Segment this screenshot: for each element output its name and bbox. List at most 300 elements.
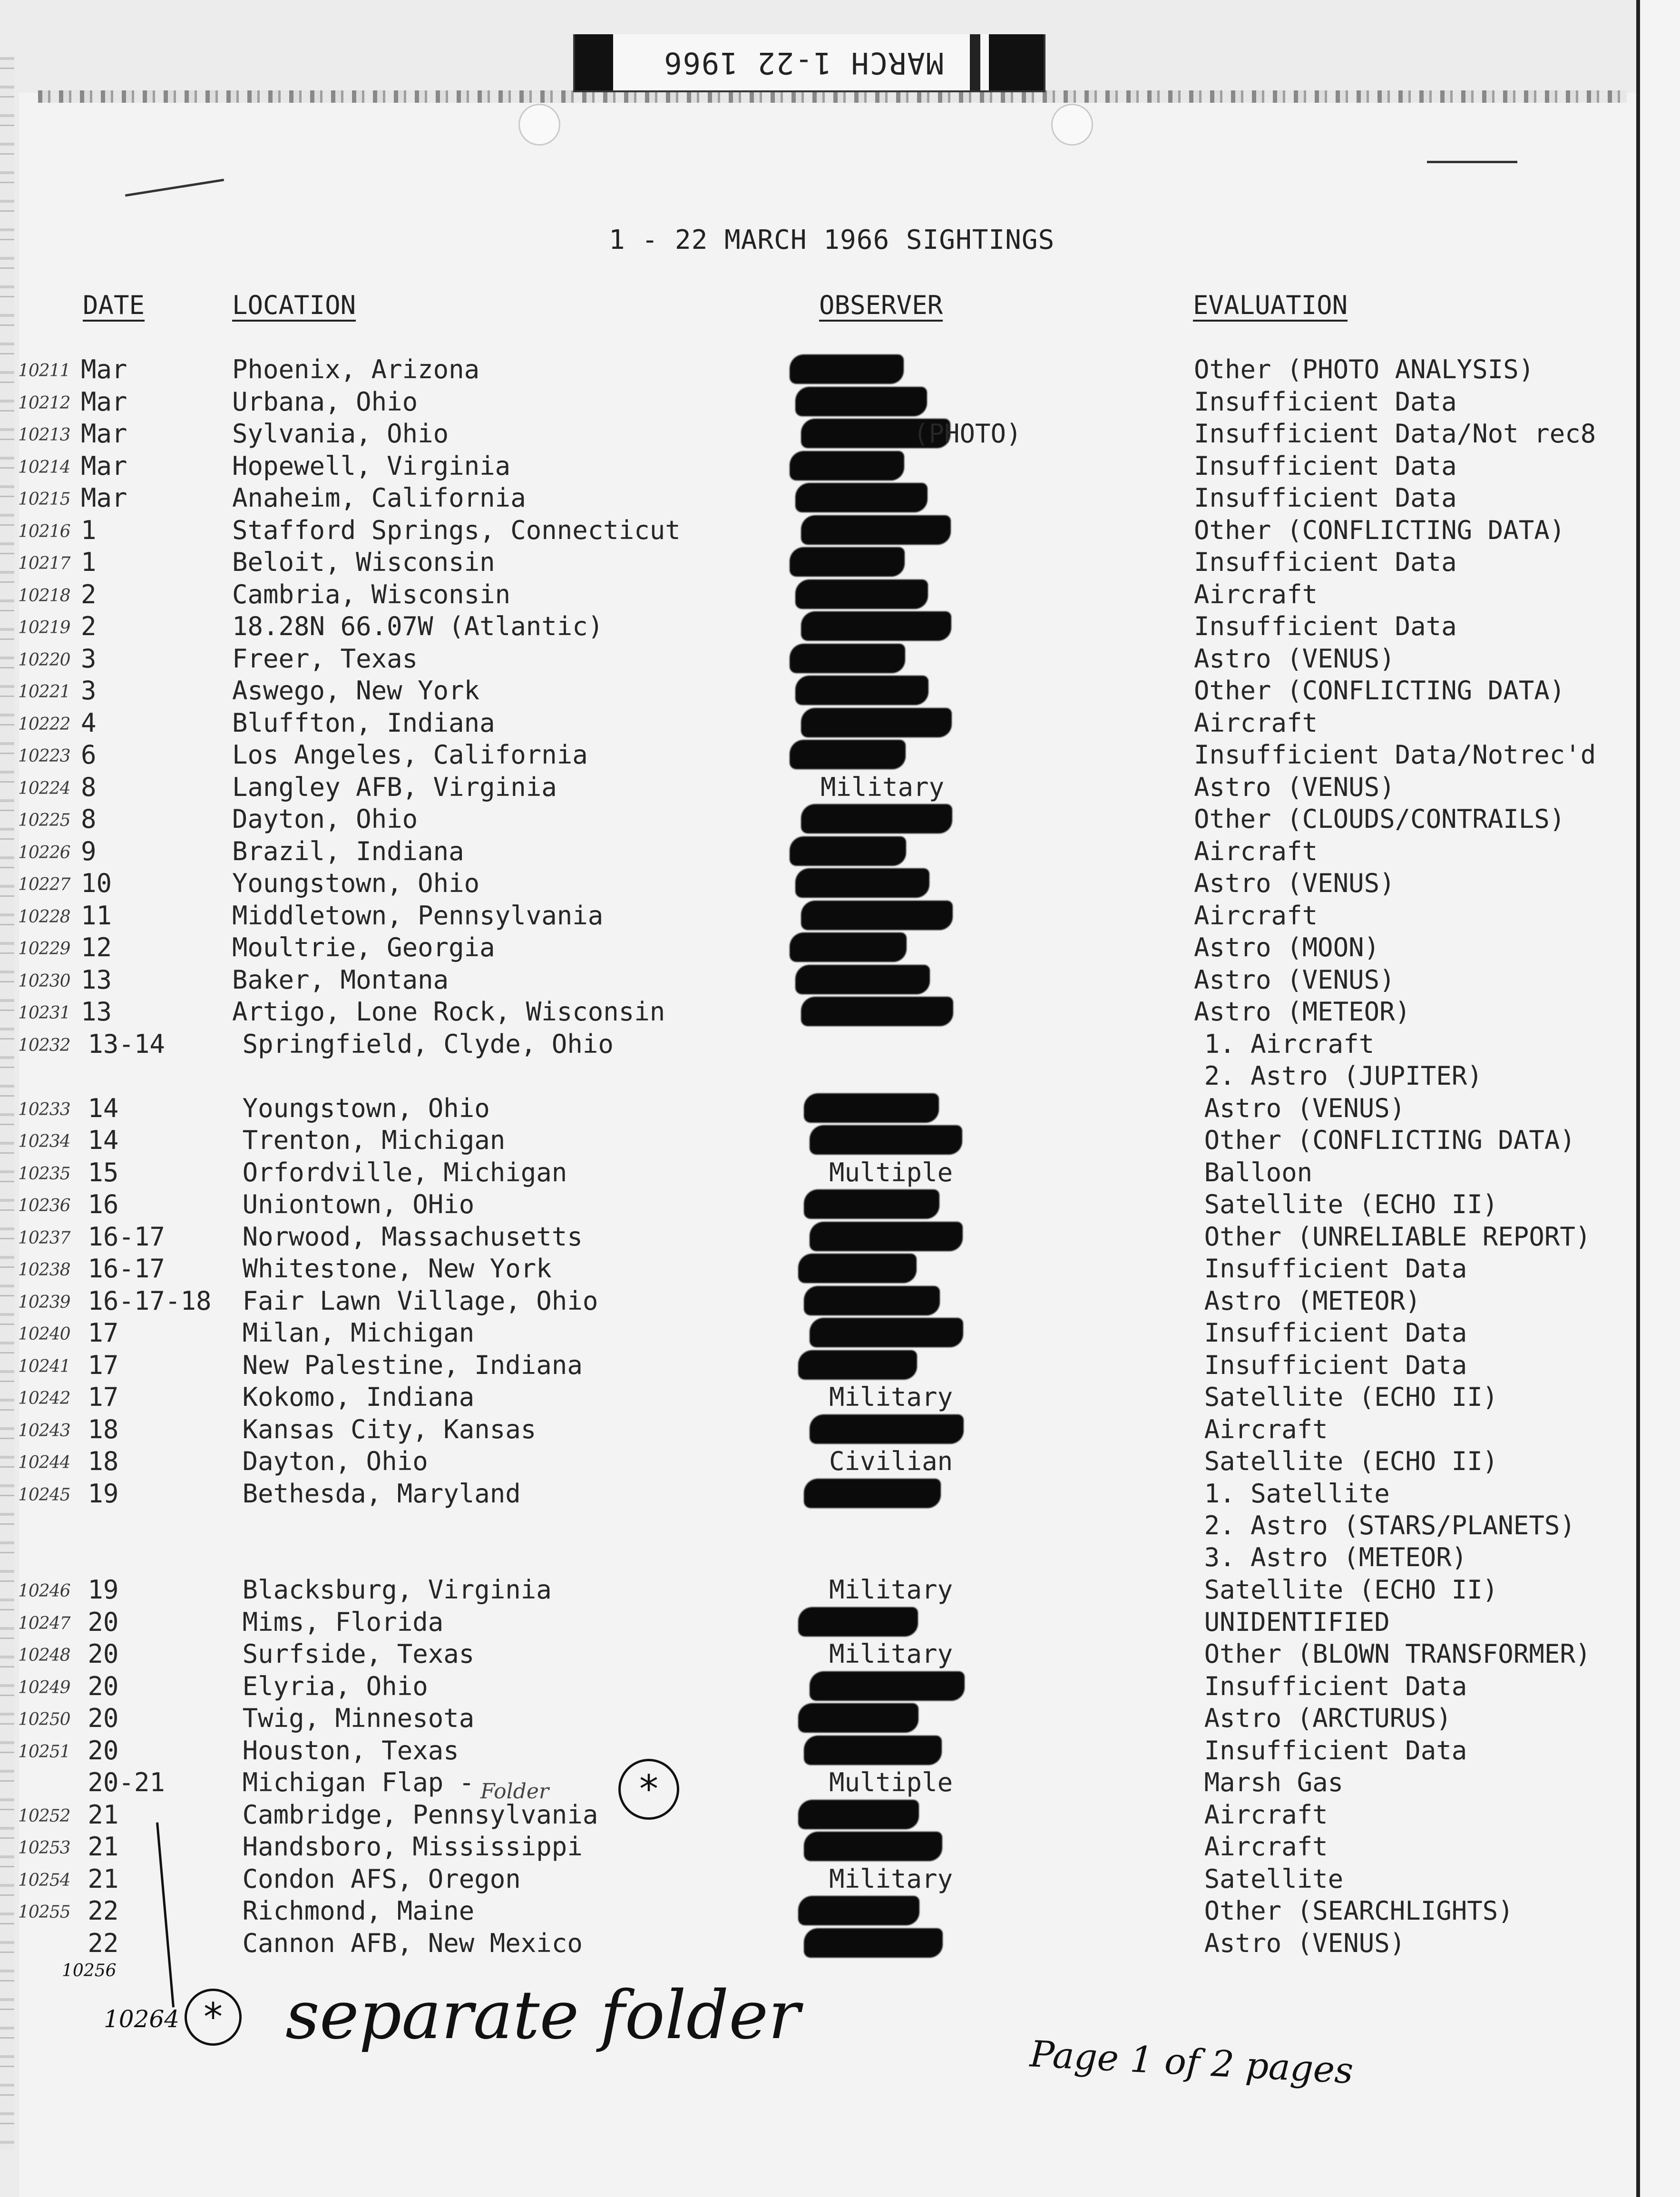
handwritten-row-number: 10256: [62, 1961, 117, 1981]
handwritten-record-number: 10248: [18, 1646, 70, 1665]
handwritten-record-number: 10230: [18, 971, 70, 991]
handwritten-record-number: 10246: [18, 1581, 70, 1601]
column-header-observer: OBSERVER: [819, 290, 943, 320]
evaluation-cell: Insufficient Data: [1194, 386, 1457, 417]
table-row: [0, 932, 1680, 965]
handwritten-record-number: 10215: [18, 490, 70, 509]
handwritten-record-number: 10216: [18, 521, 70, 541]
location-cell: 18.28N 66.07W (Atlantic): [232, 611, 604, 641]
date-cell: 17: [88, 1382, 119, 1412]
location-cell: Youngstown, Ohio: [242, 1093, 490, 1123]
location-cell: Milan, Michigan: [242, 1318, 475, 1348]
handwritten-record-number: 10229: [18, 939, 70, 959]
handwritten-record-number: 10217: [18, 554, 70, 573]
redaction-bar: [795, 676, 928, 705]
handwritten-page-note: Page 1 of 2 pages: [1029, 2032, 1355, 2092]
location-cell: Springfield, Clyde, Ohio: [242, 1029, 614, 1059]
date-cell: 16-17: [88, 1221, 165, 1252]
date-cell: 20-21: [88, 1767, 165, 1797]
location-cell: Urbana, Ohio: [232, 386, 418, 417]
location-cell: Twig, Minnesota: [242, 1703, 475, 1733]
table-row: [0, 1832, 1680, 1864]
table-row: [0, 1671, 1680, 1704]
location-cell: Elyria, Ohio: [242, 1671, 428, 1701]
redaction-bar: [798, 1607, 918, 1637]
table-row: [0, 868, 1680, 901]
table-row: [0, 1254, 1680, 1286]
redaction-bar: [795, 387, 927, 416]
redaction-bar: [804, 1479, 941, 1508]
location-cell: Whitestone, New York: [242, 1254, 552, 1284]
date-cell: 2: [81, 579, 97, 609]
handwritten-record-number: 10223: [18, 746, 70, 766]
evaluation-cell: 1. Aircraft: [1204, 1029, 1375, 1059]
location-cell: Kansas City, Kansas: [242, 1414, 537, 1444]
handwritten-record-number: 10222: [18, 714, 70, 734]
evaluation-cell: Astro (VENUS): [1194, 772, 1395, 802]
location-cell: Richmond, Maine: [242, 1896, 475, 1926]
handwritten-record-number: 10238: [18, 1260, 70, 1280]
table-row: [0, 1703, 1680, 1736]
redaction-bar: [804, 1189, 939, 1219]
observer-cell: Multiple: [829, 1157, 953, 1187]
handwritten-record-number: 10254: [18, 1870, 70, 1890]
evaluation-cell: Satellite: [1204, 1864, 1344, 1894]
date-cell: 14: [88, 1125, 119, 1155]
handwritten-record-number: 10234: [18, 1132, 70, 1151]
location-cell: Artigo, Lone Rock, Wisconsin: [232, 997, 665, 1027]
punch-hole-left: [518, 104, 560, 146]
date-cell: 13: [81, 997, 112, 1027]
date-cell: 21: [88, 1832, 119, 1862]
handwritten-record-number: 10255: [18, 1903, 70, 1922]
table-row: [0, 451, 1680, 483]
redaction-bar: [798, 1254, 917, 1283]
handwritten-record-number: 10220: [18, 650, 70, 670]
date-cell: Mar: [81, 354, 127, 384]
handwritten-record-number: 10219: [18, 618, 70, 638]
table-row: [0, 997, 1680, 1029]
date-cell: 16-17: [88, 1254, 165, 1284]
table-row: [0, 1222, 1680, 1254]
redaction-bar: [801, 708, 952, 737]
redaction-bar: [790, 644, 905, 673]
evaluation-cell: Other (CLOUDS/CONTRAILS): [1194, 804, 1565, 834]
observer-cell: Multiple: [829, 1767, 953, 1797]
date-cell: 20: [88, 1639, 119, 1669]
date-cell: 8: [81, 804, 97, 834]
location-cell: Los Angeles, California: [232, 740, 588, 770]
table-row: [0, 1896, 1680, 1928]
date-cell: 6: [81, 740, 97, 770]
evaluation-cell: UNIDENTIFIED: [1204, 1607, 1390, 1637]
handwritten-record-number: 10249: [18, 1677, 70, 1697]
location-cell: Langley AFB, Virginia: [232, 772, 557, 802]
location-cell: Fair Lawn Village, Ohio: [242, 1285, 598, 1316]
redaction-bar: [801, 515, 951, 545]
redaction-bar: [801, 611, 951, 641]
redaction-bar: [801, 901, 953, 930]
handwritten-record-number: 10250: [18, 1710, 70, 1729]
evaluation-cell-line2: 2. Astro (STARS/PLANETS): [1204, 1510, 1575, 1540]
handwritten-separate-folder: separate folder: [285, 1977, 801, 2054]
handwritten-record-number: 10212: [18, 393, 70, 413]
handwritten-record-number: 10245: [18, 1485, 70, 1505]
date-cell: 1: [81, 515, 97, 545]
table-row: [0, 1414, 1680, 1447]
location-cell: Anaheim, California: [232, 483, 526, 513]
date-cell: 1: [81, 547, 97, 577]
location-cell: Cambridge, Pennsylvania: [242, 1799, 598, 1830]
handwritten-record-number: 10236: [18, 1196, 70, 1216]
evaluation-cell: Aircraft: [1204, 1414, 1328, 1444]
evaluation-cell: Astro (VENUS): [1204, 1093, 1406, 1123]
table-row: [0, 483, 1680, 515]
date-cell: 10: [81, 868, 112, 898]
observer-cell: (PHOTO): [913, 419, 1022, 449]
evaluation-cell: Astro (METEOR): [1204, 1285, 1421, 1316]
redaction-bar: [790, 451, 904, 481]
table-row: [0, 1093, 1680, 1126]
date-cell: 18: [88, 1446, 119, 1476]
location-cell: Orfordville, Michigan: [242, 1157, 567, 1187]
folder-tab: [573, 34, 1045, 92]
redaction-bar: [810, 1222, 963, 1251]
asterisk-circle: *: [185, 1989, 242, 2046]
redaction-bar: [798, 1800, 919, 1829]
evaluation-cell: Insufficient Data/Notrec'd: [1194, 740, 1596, 770]
column-header-evaluation: EVALUATION: [1193, 290, 1348, 320]
evaluation-cell-line2: 2. Astro (JUPITER): [1204, 1060, 1483, 1091]
location-cell: Beloit, Wisconsin: [232, 547, 495, 577]
redaction-bar: [804, 1928, 943, 1958]
asterisk-circle: *: [618, 1759, 679, 1820]
redaction-bar: [804, 1286, 940, 1315]
evaluation-cell: Satellite (ECHO II): [1204, 1189, 1498, 1219]
date-cell: 2: [81, 611, 97, 641]
table-row: [0, 1639, 1680, 1671]
location-cell: Cambria, Wisconsin: [232, 579, 511, 609]
evaluation-cell: Other (CONFLICTING DATA): [1194, 515, 1565, 545]
date-cell: 8: [81, 772, 97, 802]
handwritten-record-number: 10224: [18, 778, 70, 798]
redaction-bar: [798, 1896, 919, 1925]
evaluation-cell: Insufficient Data: [1204, 1254, 1467, 1284]
date-cell: 3: [81, 676, 97, 706]
evaluation-cell: Astro (ARCTURUS): [1204, 1703, 1452, 1733]
evaluation-cell: Satellite (ECHO II): [1204, 1446, 1498, 1476]
observer-cell: Military: [829, 1382, 953, 1412]
redaction-bar: [810, 1671, 965, 1701]
tab-black-stripe: [970, 34, 980, 90]
location-cell: Condon AFS, Oregon: [242, 1864, 521, 1894]
handwritten-file-number: 10264: [104, 2005, 180, 2033]
redaction-bar: [801, 804, 952, 834]
table-row: [0, 611, 1680, 644]
column-header-location: LOCATION: [232, 290, 356, 320]
table-row: [0, 1478, 1680, 1572]
redaction-bar: [810, 1414, 964, 1444]
location-cell: Kokomo, Indiana: [242, 1382, 475, 1412]
table-row: [0, 740, 1680, 772]
date-cell: 21: [88, 1799, 119, 1830]
evaluation-cell: Insufficient Data: [1194, 483, 1457, 513]
date-cell: 22: [88, 1928, 119, 1958]
location-cell: Bethesda, Maryland: [242, 1478, 521, 1509]
location-cell: Handsboro, Mississippi: [242, 1832, 583, 1862]
evaluation-cell: Aircraft: [1204, 1832, 1328, 1862]
date-cell: Mar: [81, 483, 127, 513]
table-row: [0, 419, 1680, 451]
location-cell: Middletown, Pennsylvania: [232, 900, 604, 931]
location-cell: Mims, Florida: [242, 1607, 444, 1637]
evaluation-cell: Other (PHOTO ANALYSIS): [1194, 354, 1534, 384]
handwritten-record-number: 10251: [18, 1742, 70, 1762]
location-cell: Surfside, Texas: [242, 1639, 475, 1669]
handwritten-record-number: 10242: [18, 1389, 70, 1408]
location-cell: Norwood, Massachusetts: [242, 1221, 583, 1252]
tab-black-block: [575, 34, 613, 90]
table-row: [0, 1446, 1680, 1479]
handwritten-folder-note: Folder: [480, 1779, 549, 1804]
handwritten-record-number: 10252: [18, 1806, 70, 1826]
location-cell: Bluffton, Indiana: [232, 707, 495, 738]
location-cell: Blacksburg, Virginia: [242, 1575, 552, 1605]
location-cell: Cannon AFB, New Mexico: [242, 1928, 583, 1958]
table-row: [0, 387, 1680, 419]
redaction-bar: [790, 836, 906, 866]
date-cell: 3: [81, 643, 97, 674]
evaluation-cell: Balloon: [1204, 1157, 1313, 1187]
observer-cell: Civilian: [829, 1446, 953, 1476]
redaction-bar: [804, 1736, 942, 1765]
table-row: [0, 547, 1680, 579]
evaluation-cell: Aircraft: [1194, 900, 1318, 931]
location-cell: Hopewell, Virginia: [232, 451, 511, 481]
location-cell: Dayton, Ohio: [232, 804, 418, 834]
evaluation-cell: Insufficient Data: [1204, 1318, 1467, 1348]
date-cell: 9: [81, 836, 97, 866]
table-row: [0, 965, 1680, 997]
table-row: [0, 1157, 1680, 1190]
location-cell: Stafford Springs, Connecticut: [232, 515, 681, 545]
location-cell: Youngstown, Ohio: [232, 868, 480, 898]
column-header-date: DATE: [83, 290, 145, 320]
evaluation-cell: Insufficient Data: [1194, 611, 1457, 641]
evaluation-cell: Astro (VENUS): [1194, 643, 1395, 674]
location-cell: Michigan Flap -: [242, 1767, 475, 1797]
handwritten-record-number: 10237: [18, 1228, 70, 1248]
location-cell: Sylvania, Ohio: [232, 419, 449, 449]
date-cell: Mar: [81, 386, 127, 417]
handwritten-record-number: 10241: [18, 1356, 70, 1376]
page-title: 1 - 22 MARCH 1966 SIGHTINGS: [609, 225, 1055, 255]
evaluation-cell: Aircraft: [1204, 1799, 1328, 1830]
date-cell: 16: [88, 1189, 119, 1219]
punch-hole-right: [1051, 104, 1093, 146]
observer-cell: Military: [829, 1864, 953, 1894]
redaction-bar: [790, 547, 905, 577]
table-row: [0, 836, 1680, 869]
handwritten-record-number: 10213: [18, 425, 70, 445]
evaluation-cell: Insufficient Data: [1194, 451, 1457, 481]
date-cell: 14: [88, 1093, 119, 1123]
evaluation-cell: Astro (VENUS): [1194, 964, 1395, 995]
table-row: [0, 1350, 1680, 1383]
handwritten-record-number: 10247: [18, 1613, 70, 1633]
handwritten-record-number: 10243: [18, 1421, 70, 1441]
location-cell: Brazil, Indiana: [232, 836, 464, 866]
redaction-bar: [798, 1350, 917, 1380]
evaluation-cell: Satellite (ECHO II): [1204, 1382, 1498, 1412]
date-cell: 20: [88, 1703, 119, 1733]
observer-cell: Military: [829, 1639, 953, 1669]
date-cell: 21: [88, 1864, 119, 1894]
table-row: [0, 644, 1680, 676]
redaction-bar: [795, 483, 928, 512]
redaction-bar: [795, 965, 930, 994]
handwritten-record-number: 10226: [18, 843, 70, 863]
handwritten-record-number: 10214: [18, 457, 70, 477]
table-row: [0, 1125, 1680, 1157]
date-cell: 18: [88, 1414, 119, 1444]
handwritten-record-number: 10235: [18, 1164, 70, 1184]
handwritten-record-number: 10228: [18, 907, 70, 927]
date-cell: 4: [81, 707, 97, 738]
date-cell: 11: [81, 900, 112, 931]
observer-cell: Military: [820, 772, 945, 802]
handwritten-record-number: 10240: [18, 1324, 70, 1344]
redaction-bar: [790, 354, 904, 384]
table-row: [0, 676, 1680, 708]
table-row: [0, 1189, 1680, 1222]
redaction-bar: [795, 579, 928, 609]
location-cell: Freer, Texas: [232, 643, 418, 674]
evaluation-cell-line3: 3. Astro (METEOR): [1204, 1542, 1467, 1572]
handwritten-record-number: 10253: [18, 1838, 70, 1858]
handwritten-record-number: 10231: [18, 1003, 70, 1023]
table-row: [0, 1029, 1680, 1091]
redaction-bar: [810, 1125, 962, 1155]
handwritten-record-number: 10232: [18, 1035, 70, 1055]
handwritten-record-number: 10211: [18, 361, 70, 381]
date-cell: 12: [81, 932, 112, 962]
evaluation-cell: Other (UNRELIABLE REPORT): [1204, 1221, 1591, 1252]
table-row: [0, 1318, 1680, 1350]
table-row: [0, 579, 1680, 612]
evaluation-cell: Aircraft: [1194, 836, 1318, 866]
handwritten-record-number: 10227: [18, 875, 70, 894]
date-cell: 20: [88, 1671, 119, 1701]
evaluation-cell: Astro (VENUS): [1204, 1928, 1406, 1958]
date-cell: 13: [81, 964, 112, 995]
date-cell: 15: [88, 1157, 119, 1187]
table-row: [0, 1736, 1680, 1768]
table-row: [0, 1864, 1680, 1896]
redaction-bar: [790, 932, 907, 962]
location-cell: Dayton, Ohio: [242, 1446, 428, 1476]
tab-black-block: [989, 34, 1044, 90]
redaction-bar: [810, 1318, 963, 1347]
evaluation-cell: Insufficient Data: [1204, 1350, 1467, 1380]
location-cell: Phoenix, Arizona: [232, 354, 480, 384]
evaluation-cell: Insufficient Data: [1194, 547, 1457, 577]
evaluation-cell: Other (BLOWN TRANSFORMER): [1204, 1639, 1591, 1669]
corner-mark-right: [1427, 161, 1517, 163]
table-row: [0, 1607, 1680, 1639]
evaluation-cell: Astro (MOON): [1194, 932, 1380, 962]
location-cell: Trenton, Michigan: [242, 1125, 506, 1155]
handwritten-record-number: 10239: [18, 1292, 70, 1312]
evaluation-cell: 1. Satellite: [1204, 1478, 1390, 1509]
handwritten-record-number: 10225: [18, 811, 70, 830]
date-cell: 17: [88, 1350, 119, 1380]
evaluation-cell: Other (CONFLICTING DATA): [1204, 1125, 1575, 1155]
location-cell: Houston, Texas: [242, 1735, 459, 1765]
handwritten-record-number: 10218: [18, 586, 70, 606]
location-cell: Aswego, New York: [232, 676, 480, 706]
evaluation-cell: Insufficient Data: [1204, 1671, 1467, 1701]
evaluation-cell: Astro (VENUS): [1194, 868, 1395, 898]
date-cell: 22: [88, 1896, 119, 1926]
table-row: [0, 1800, 1680, 1832]
redaction-bar: [790, 740, 906, 769]
date-cell: 13-14: [88, 1029, 165, 1059]
observer-cell: Military: [829, 1575, 953, 1605]
evaluation-cell: Satellite (ECHO II): [1204, 1575, 1498, 1605]
table-row: [0, 708, 1680, 740]
location-cell: Uniontown, OHio: [242, 1189, 475, 1219]
table-row: [0, 1767, 1680, 1800]
table-row: [0, 1286, 1680, 1318]
location-cell: Moultrie, Georgia: [232, 932, 495, 962]
redaction-bar: [801, 997, 953, 1026]
handwritten-record-number: 10244: [18, 1453, 70, 1472]
table-row: [0, 1928, 1680, 1961]
evaluation-cell: Other (SEARCHLIGHTS): [1204, 1896, 1514, 1926]
location-cell: Baker, Montana: [232, 964, 449, 995]
table-row: [0, 515, 1680, 548]
date-cell: Mar: [81, 419, 127, 449]
tab-label: MARCH 1-22 1966: [663, 46, 944, 80]
redaction-bar: [804, 1093, 939, 1123]
date-cell: 20: [88, 1735, 119, 1765]
date-cell: 19: [88, 1575, 119, 1605]
redaction-bar: [795, 868, 929, 898]
evaluation-cell: Other (CONFLICTING DATA): [1194, 676, 1565, 706]
handwritten-record-number: 10233: [18, 1099, 70, 1119]
date-cell: 20: [88, 1607, 119, 1637]
table-row: [0, 1382, 1680, 1414]
table-row: [0, 772, 1680, 804]
evaluation-cell: Aircraft: [1194, 579, 1318, 609]
table-row: [0, 804, 1680, 836]
location-cell: New Palestine, Indiana: [242, 1350, 583, 1380]
handwritten-record-number: 10221: [18, 682, 70, 702]
redaction-bar: [798, 1703, 918, 1733]
date-cell: 16-17-18: [88, 1285, 212, 1316]
date-cell: 19: [88, 1478, 119, 1509]
evaluation-cell: Aircraft: [1194, 707, 1318, 738]
date-cell: Mar: [81, 451, 127, 481]
evaluation-cell: Marsh Gas: [1204, 1767, 1344, 1797]
evaluation-cell: Insufficient Data: [1204, 1735, 1467, 1765]
table-row: [0, 1575, 1680, 1607]
date-cell: 17: [88, 1318, 119, 1348]
table-row: [0, 354, 1680, 387]
evaluation-cell: Insufficient Data/Not rec8: [1194, 419, 1596, 449]
redaction-bar: [804, 1832, 942, 1861]
